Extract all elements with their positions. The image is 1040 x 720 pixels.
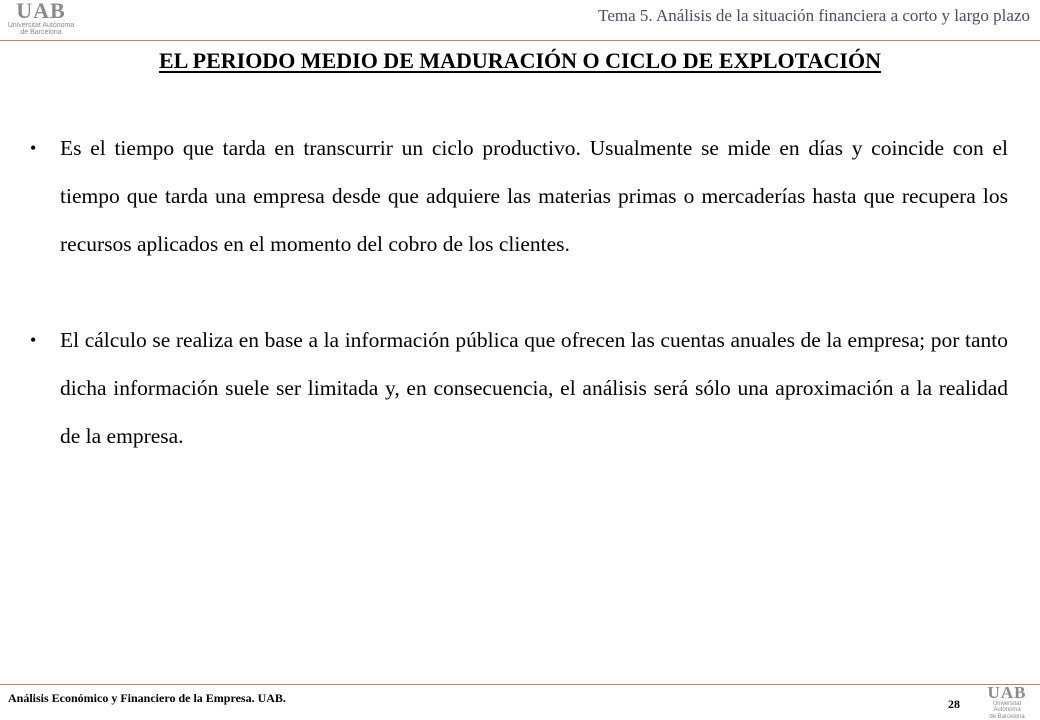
footer-course: Análisis Económico y Financiero de la Empresa. UAB. bbox=[8, 691, 286, 705]
bullet-marker: • bbox=[30, 138, 37, 158]
logo-mark: UAB bbox=[16, 0, 66, 23]
footer-divider bbox=[0, 684, 1040, 685]
logo-line-2: de Barcelona bbox=[20, 29, 62, 37]
logo-mark: UAB bbox=[987, 683, 1027, 702]
bullet-text: El cálculo se realiza en base a la información pública que ofrecen las cuentas anuales de la empresa; por tanto dicha información suele ser limitada y, en consecuencia, el análisis será sólo una aproximación a la realidad de la empresa. bbox=[60, 328, 1008, 448]
slide-title: EL PERIODO MEDIO DE MADURACIÓN O CICLO DE EXPLOTACIÓN bbox=[159, 48, 881, 73]
logo-line-1: Universitat Autònoma bbox=[992, 701, 1022, 714]
bullet-text: Es el tiempo que tarda en transcurrir un ciclo productivo. Usualmente se mide en días y coincide con el tiempo que tarda una empresa desde que adquiere las materias primas o mercaderías hasta que recupera los recursos aplicados en el momento del cobro de los clientes. bbox=[60, 136, 1008, 256]
uab-logo-header bbox=[6, 0, 76, 37]
page-number: 28 bbox=[948, 697, 960, 711]
bullet-list bbox=[30, 124, 1008, 460]
bullet-item-2 bbox=[30, 316, 1008, 460]
header-divider bbox=[0, 40, 1040, 41]
uab-logo-footer bbox=[980, 684, 1034, 720]
logo-line-2: de Barcelona bbox=[989, 713, 1025, 720]
topic-header: Tema 5. Análisis de la situación financiera a corto y largo plazo bbox=[598, 6, 1030, 25]
bullet-item-1 bbox=[30, 124, 1008, 268]
logo-line-1: Universitat Autònoma bbox=[7, 22, 75, 29]
bullet-marker: • bbox=[30, 330, 37, 350]
